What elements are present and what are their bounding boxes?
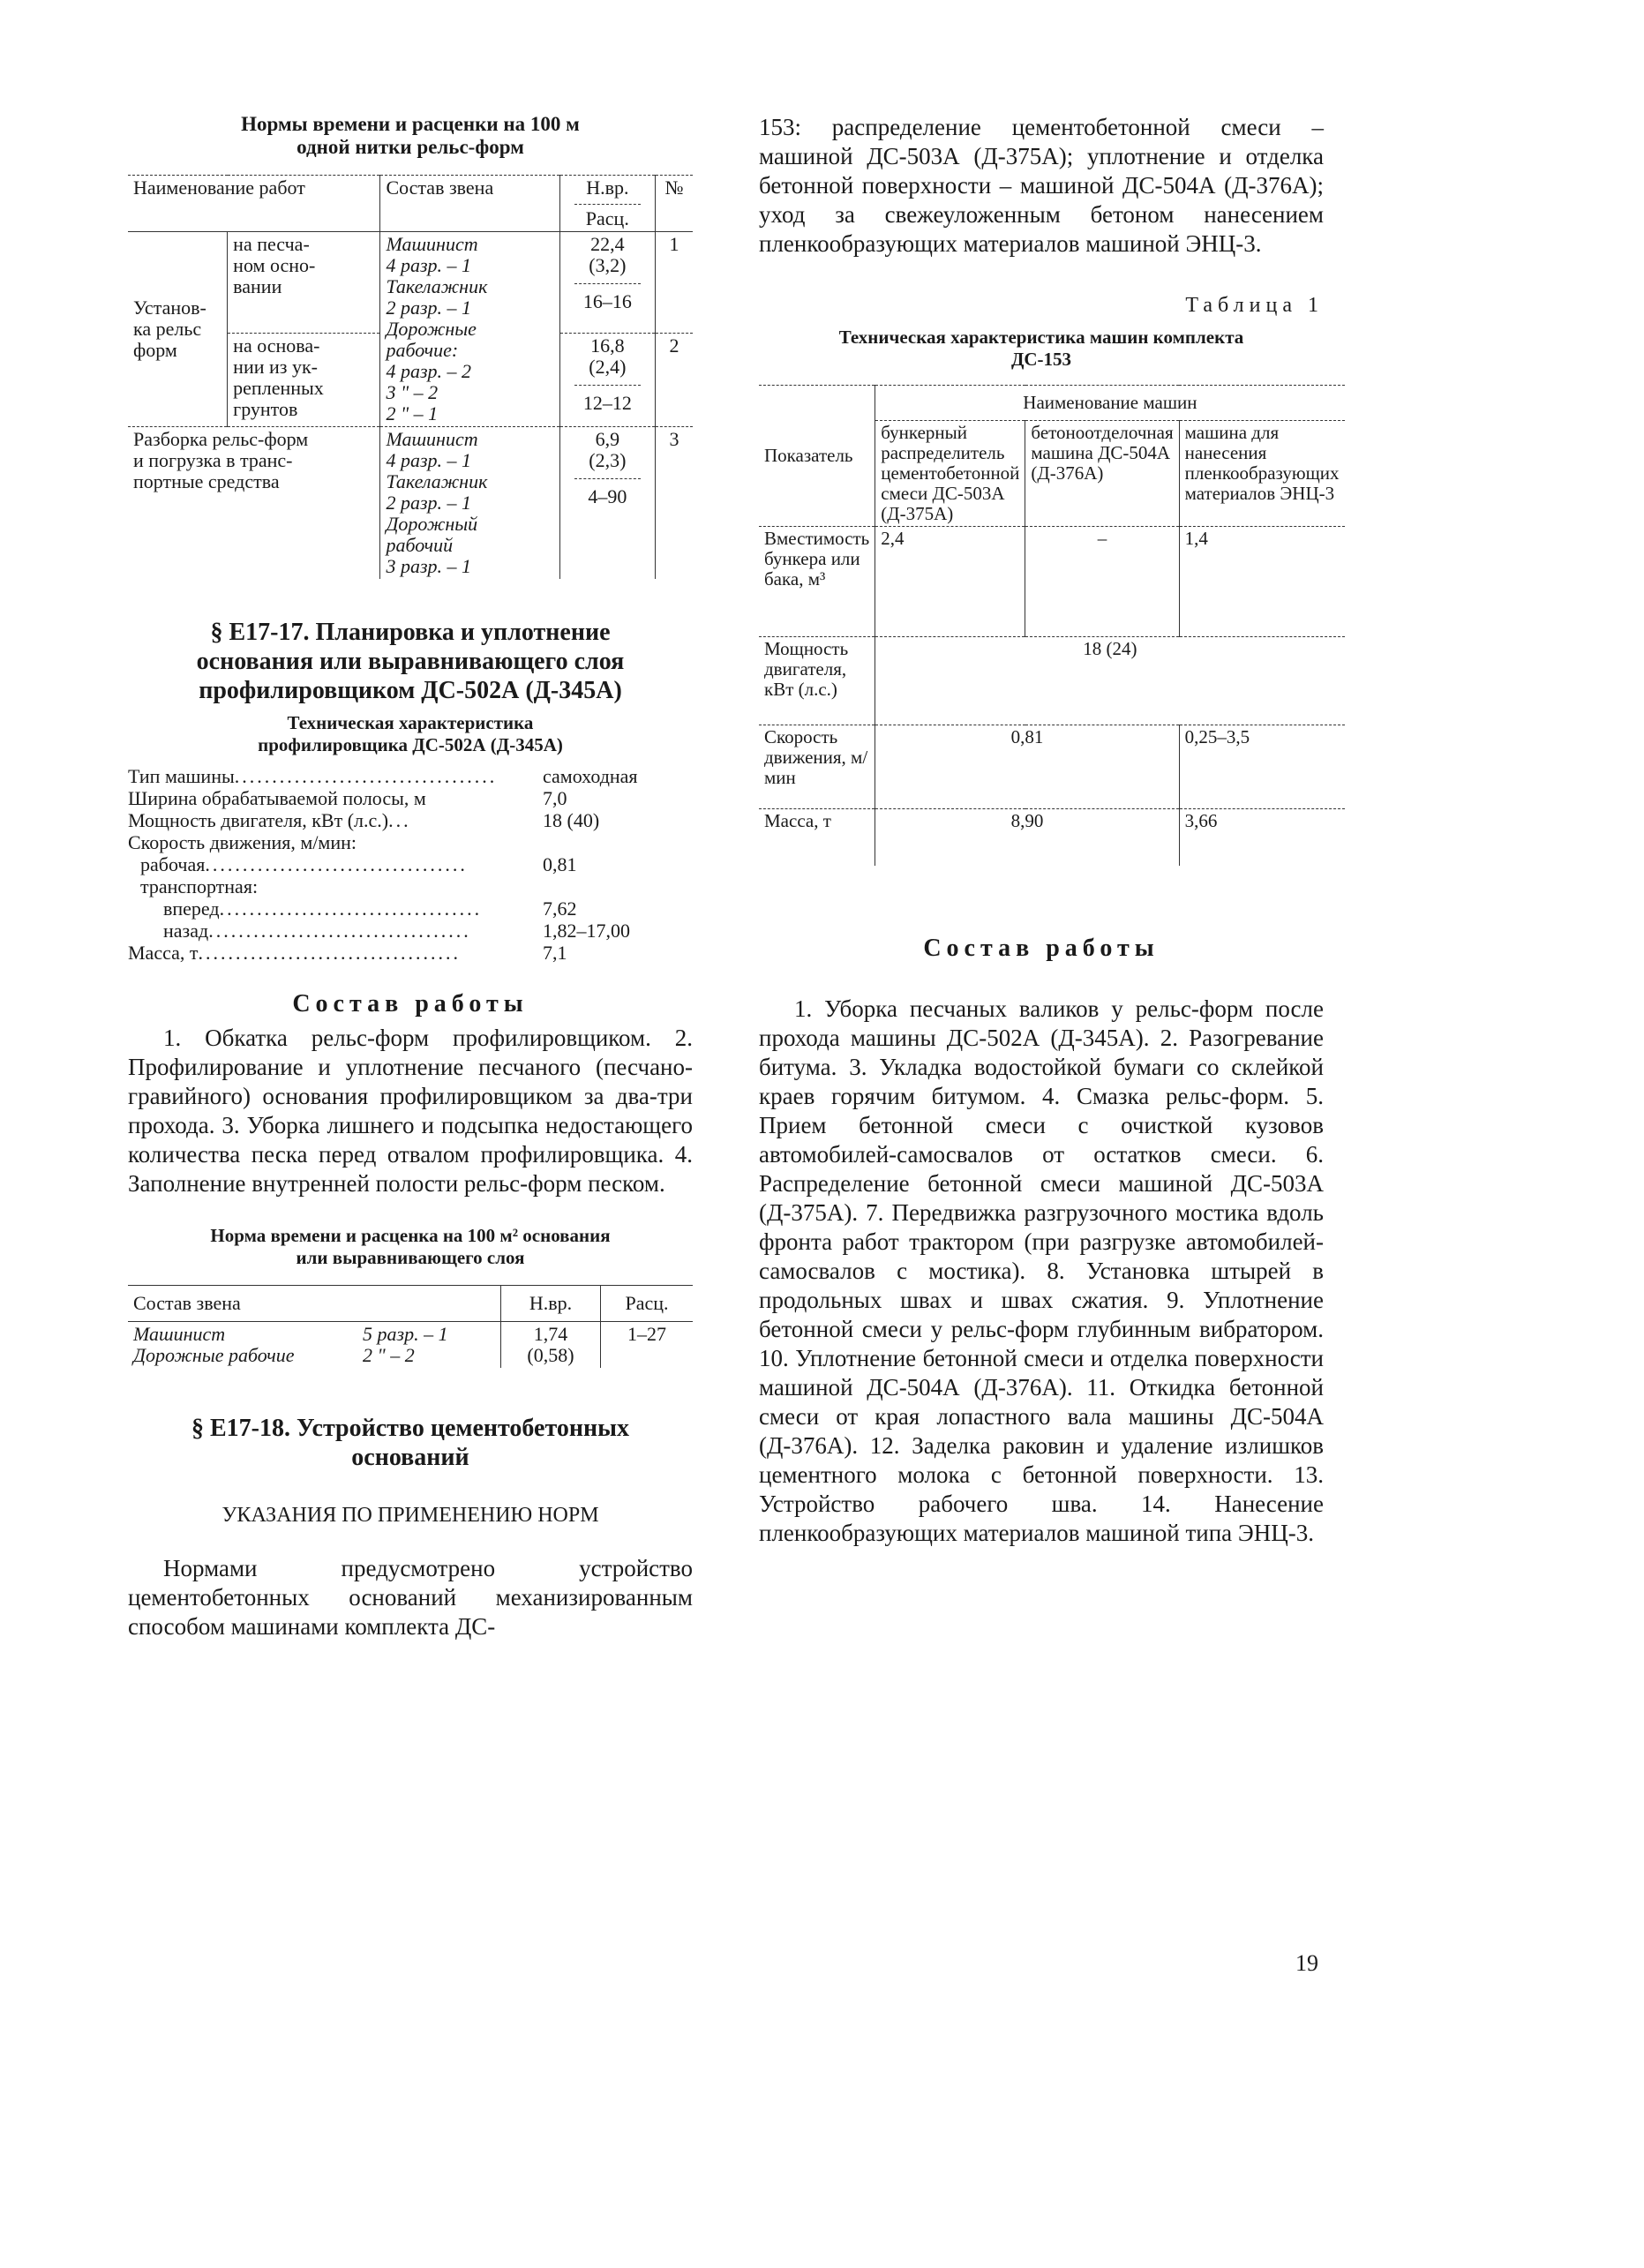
t3-mass-value: 8,90	[875, 809, 1179, 867]
t3-machine-2: бетоноотделочная машина ДС-504А (Д-376А)	[1025, 421, 1179, 527]
table2-caption-line1: Норма времени и расценка на 100 м² основания	[210, 1225, 611, 1246]
table1-caption-line1: Нормы времени и расценки на 100 м	[241, 113, 580, 135]
spec-value: 0,81	[543, 853, 577, 875]
t3-power-value: 18 (24)	[1083, 638, 1137, 659]
row2-num: 3	[669, 428, 679, 450]
norms-table-rail-forms	[128, 175, 693, 579]
crew-line: 3 " – 2	[386, 381, 439, 403]
row1-group-line: ка рельс	[133, 318, 202, 340]
page-number: 19	[1295, 1950, 1318, 1976]
t2-grade: 2 " – 2	[363, 1344, 415, 1366]
crew-line: 2 разр. – 1	[386, 297, 472, 319]
row1-sub1	[228, 232, 380, 334]
t3-capacity-m1: 2,4	[875, 527, 1025, 637]
spec-row	[128, 831, 675, 853]
spec-value: 7,0	[543, 787, 567, 809]
row1-crew	[380, 232, 559, 427]
header-divider	[574, 204, 641, 205]
section-e17-18-title-line2: оснований	[351, 1444, 469, 1471]
row1-nvr-1	[559, 232, 655, 334]
work-composition-title-left: Состав работы	[292, 990, 529, 1018]
crew-line: 4 разр. – 2	[386, 360, 472, 382]
nvr-value-paren: (3,2)	[589, 254, 627, 276]
row1-sub2-line: репленных	[233, 377, 324, 399]
section-e17-17-title-line2: основания или выравнивающего слоя	[196, 648, 625, 675]
machines-spec-table	[759, 385, 1345, 866]
section-e17-18-title-line1: § Е17-18. Устройство цементобетонных	[191, 1415, 629, 1442]
t2-crew-line	[133, 1345, 495, 1366]
nvr-value-paren: (2,3)	[589, 449, 627, 471]
crew-line: 2 разр. – 1	[386, 492, 472, 514]
header-number: №	[664, 176, 684, 199]
spec-row: рабочая ................................... 0,81	[128, 853, 675, 875]
row1-sub2-line: на основа-	[233, 334, 320, 357]
spec-value: самоходная	[543, 765, 638, 787]
left-column	[128, 113, 693, 1641]
spec-label: назад	[163, 920, 209, 942]
header-work-name: Наименование работ	[128, 176, 380, 232]
section-e17-17-title-line1: § Е17-17. Планировка и уплотнение	[210, 619, 611, 646]
spec-label: Мощность двигателя, кВт (л.с.)	[128, 809, 389, 831]
row2-work-name	[128, 427, 380, 580]
row1-num-1: 1	[669, 233, 679, 255]
row2-name-line: портные средства	[133, 470, 280, 492]
header-nvr-rasc	[559, 176, 655, 232]
t2-header-nvr: Н.вр.	[501, 1286, 601, 1322]
spec-label: Тип машины	[128, 765, 235, 787]
table-number-label: Таблица 1	[1185, 294, 1324, 317]
cell-divider	[574, 283, 641, 284]
instructions-heading: УКАЗАНИЯ ПО ПРИМЕНЕНИЮ НОРМ	[221, 1504, 599, 1527]
spec-list	[128, 765, 675, 964]
t2-nvr-cell	[501, 1322, 601, 1369]
t2-role: Дорожные рабочие	[133, 1344, 295, 1366]
crew-line: рабочие:	[386, 339, 459, 361]
spec-row: назад ................................... 1,82–17,00	[128, 920, 675, 942]
spec-row	[128, 787, 675, 809]
t3-row-speed: Скорость движения, м/мин	[759, 725, 875, 809]
t2-grade: 5 разр. – 1	[363, 1323, 448, 1345]
spec-row: Тип машины ................................... самоходная	[128, 765, 675, 787]
t2-header-crew: Состав звена	[128, 1286, 501, 1322]
table3-caption-line2: ДС-153	[1010, 349, 1072, 370]
row1-nvr-2	[559, 334, 655, 427]
t3-row-power: Мощность двигателя, кВт (л.с.)	[759, 637, 875, 725]
norms-table-base	[128, 1285, 693, 1368]
work-composition-text-left: 1. Обкатка рельс-форм профилировщиком. 2. Профилирование и уплотнение песчаного (песчано-гравийного) основания профилировщиком за два-три прохода. 3. Уборка лишнего и подсыпка недостающего количества песка перед отвалом профилировщика. 4. Заполнение внутренней полости рельс-форм песком.	[128, 1025, 693, 1197]
row2-nvr	[559, 427, 655, 580]
row1-sub2	[228, 334, 380, 427]
spec-label: Масса, т	[128, 942, 199, 964]
t2-nvr-paren: (0,58)	[527, 1344, 574, 1366]
table2-caption-line2: или выравнивающего слоя	[296, 1247, 525, 1268]
crew-line: Машинист	[386, 233, 478, 255]
spec-row: Масса, т ................................... 7,1	[128, 942, 675, 964]
row2-name-line: и погрузка в транс-	[133, 449, 293, 471]
row1-sub2-line: нии из ук-	[233, 356, 318, 378]
t2-rasc-cell: 1–27	[627, 1323, 666, 1345]
t2-crew-cell	[128, 1322, 501, 1369]
t3-header-indicator: Показатель	[759, 386, 875, 527]
row2-name-line: Разборка рельс-форм	[133, 428, 309, 450]
spec-value: 7,62	[543, 897, 577, 920]
section-e17-17-title-line3: профилировщиком ДС-502А (Д-345А)	[199, 677, 622, 704]
crew-line: 2 " – 1	[386, 402, 439, 424]
spec-value	[539, 831, 675, 853]
t3-speed-m3: 0,25–3,5	[1184, 726, 1250, 747]
cell-divider	[574, 385, 641, 386]
t3-machine-1: бункерный распределитель цементобетонной смеси ДС-503А (Д-375А)	[875, 421, 1025, 527]
header-nvr: Н.вр.	[586, 176, 629, 199]
t2-role: Машинист	[133, 1323, 226, 1345]
spec-row	[128, 875, 675, 897]
rasc-value: 4–90	[588, 485, 627, 507]
spec-label: Скорость движения, м/мин:	[128, 831, 357, 853]
crew-line: 4 разр. – 1	[386, 254, 472, 276]
t3-machine-3: машина для нанесения пленкообразующих материалов ЭНЦ-3	[1184, 422, 1340, 504]
crew-line: 3 разр. – 1	[386, 555, 472, 577]
spec-value: 7,1	[543, 942, 567, 964]
table1-caption-line2: одной нитки рельс-форм	[297, 136, 524, 158]
t3-capacity-m2: –	[1025, 527, 1179, 637]
spec-label: Ширина обрабатываемой полосы, м	[128, 787, 426, 809]
spec-caption-line2: профилировщика ДС-502А (Д-345А)	[258, 734, 563, 755]
row1-sub1-line: вании	[233, 275, 282, 297]
t2-header-rasc: Расц.	[625, 1292, 669, 1314]
spec-label: вперед	[163, 897, 220, 920]
spec-label: рабочая	[140, 853, 206, 875]
crew-line: Дорожный	[386, 513, 478, 535]
crew-line: Такелажник	[386, 470, 488, 492]
rasc-value: 12–12	[582, 392, 632, 414]
t3-row-mass: Масса, т	[759, 809, 875, 867]
nvr-value-paren: (2,4)	[589, 356, 627, 378]
spec-caption-line1: Техническая характеристика	[287, 712, 534, 733]
t3-mass-m3: 3,66	[1184, 810, 1218, 831]
row1-num-2: 2	[669, 334, 679, 357]
crew-line: рабочий	[386, 534, 454, 556]
t3-header-names: Наименование машин	[1023, 392, 1197, 413]
continued-paragraph: 153: распределение цементобетонной смеси – машиной ДС-503А (Д-375А); уплотнение и отделка бетонной поверхности – машиной ДС-504А (Д-376А); уход за свежеуложенным бетоном нанесением пленкообразующих материалов машиной ЭНЦ-3.	[759, 114, 1324, 257]
header-rasc: Расц.	[585, 207, 629, 229]
spec-value	[539, 875, 675, 897]
work-composition-title-right: Состав работы	[923, 935, 1160, 962]
nvr-value: 16,8	[590, 334, 625, 357]
t2-nvr-value: 1,74	[533, 1323, 568, 1345]
crew-line: Дорожные	[386, 318, 477, 340]
t3-row-capacity: Вместимость бункера или бака, м³	[759, 527, 875, 637]
row1-sub1-line: ном осно-	[233, 254, 316, 276]
intro-paragraph: Нормами предусмотрено устройство цементобетонных оснований механизированным способом машинами комплекта ДС-	[128, 1555, 693, 1640]
table3-caption-line1: Техническая характеристика машин комплекта	[838, 327, 1244, 348]
header-crew: Состав звена	[380, 176, 559, 232]
nvr-value: 6,9	[595, 428, 620, 450]
t3-speed-value: 0,81	[875, 725, 1179, 809]
row1-work-group	[128, 232, 228, 427]
work-composition-text-right: 1. Уборка песчаных валиков у рельс-форм после прохода машины ДС-502А (Д-345А). 2. Разогревание битума. 3. Укладка водостойкой бумаги со склейкой краев горячим битумом. 4. Смазка рельс-форм. 5. Прием бетонной смеси с очисткой кузовов автомобилей-самосвалов от остатков смеси. 6. Распределение бетонной смеси машиной ДС-503А (Д-375А). 7. Передвижка разгрузочного мостика вдоль фронта работ трактором (при разгрузке автомобилей-самосвалов с мостика). 8. Установка штырей в продольных швах и швах сжатия. 9. Уплотнение бетонной смеси у рельс-форм глубинным вибратором. 10. Уплотнение бетонной смеси и отделка поверхности машиной ДС-504А (Д-376А). 11. Откидка бетонной смеси от края лопастного вала машины ДС-504А (Д-376А). 12. Заделка раковин и удаление излишков цементного молока с бетонной поверхности. 13. Устройство рабочего шва. 14. Нанесение пленкообразующих материалов машиной типа ЭНЦ-3.	[759, 995, 1324, 1546]
row2-crew	[380, 427, 559, 580]
t2-crew-line	[133, 1324, 495, 1345]
cell-divider	[574, 478, 641, 479]
t3-capacity-m3: 1,4	[1184, 528, 1208, 549]
row1-group-line: Установ-	[133, 297, 206, 319]
crew-line: 4 разр. – 1	[386, 449, 472, 471]
spec-value: 1,82–17,00	[543, 920, 630, 942]
crew-line: Такелажник	[386, 275, 488, 297]
spec-row: вперед ................................... 7,62	[128, 897, 675, 920]
spec-label: транспортная:	[140, 875, 259, 897]
row1-group-line: форм	[133, 339, 177, 361]
crew-line: Машинист	[386, 428, 478, 450]
spec-value: 18 (40)	[543, 809, 600, 831]
row1-sub2-line: грунтов	[233, 398, 298, 420]
nvr-value: 22,4	[590, 233, 625, 255]
rasc-value: 16–16	[582, 290, 632, 312]
spec-row: Мощность двигателя, кВт (л.с.) ... 18 (40)	[128, 809, 675, 831]
right-column	[759, 113, 1340, 1548]
row1-sub1-line: на песча-	[233, 233, 310, 255]
